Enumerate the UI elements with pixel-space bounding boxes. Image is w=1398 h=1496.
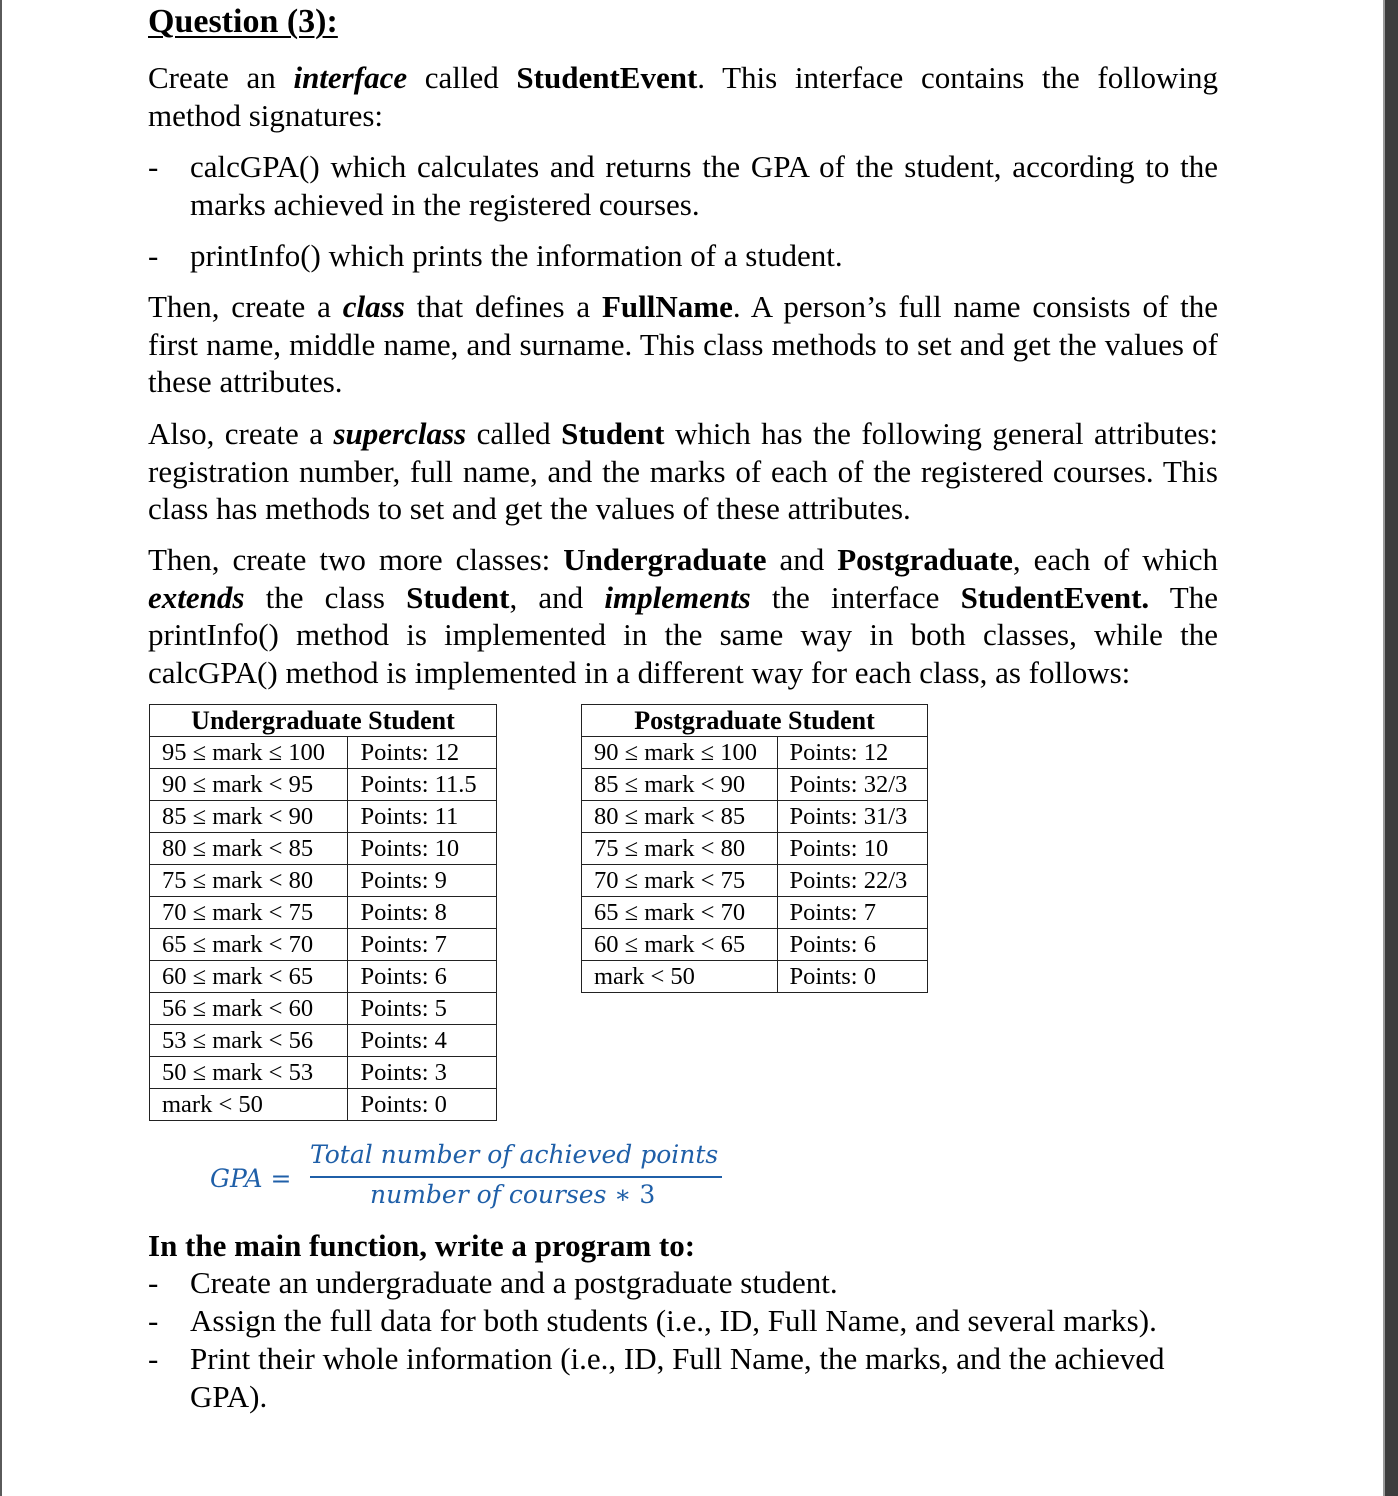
bullet-dash: -: [148, 238, 159, 273]
points-cell: Points: 12: [777, 737, 928, 769]
table-row: [582, 929, 928, 961]
mark-range-cell: 75 ≤ mark < 80: [150, 865, 348, 897]
points-cell: Points: 32/3: [777, 769, 928, 801]
question-heading: Question (3):: [148, 3, 338, 40]
points-cell: Points: 6: [348, 961, 497, 993]
table-row: [150, 961, 497, 993]
mark-range-cell: 90 ≤ mark < 95: [150, 769, 348, 801]
table-row: [582, 769, 928, 801]
paragraph-interface: Create an interface called StudentEvent. This interface contains the following method signatures:: [148, 60, 1218, 133]
bullet-calcgpa: [148, 148, 1218, 223]
main-function-heading: In the main function, write a program to:: [148, 1228, 696, 1263]
points-cell: Points: 8: [348, 897, 497, 929]
points-cell: Points: 31/3: [777, 801, 928, 833]
points-cell: Points: 9: [348, 865, 497, 897]
table-row: [150, 769, 497, 801]
table-row: [150, 1025, 497, 1057]
mark-range-cell: mark < 50: [150, 1089, 348, 1121]
mark-range-cell: 65 ≤ mark < 70: [150, 929, 348, 961]
bullet-create-students: [148, 1264, 1218, 1302]
table-row: [150, 897, 497, 929]
points-cell: Points: 6: [777, 929, 928, 961]
points-cell: Points: 5: [348, 993, 497, 1025]
bullet-printinfo: [148, 237, 1218, 275]
mark-range-cell: mark < 50: [582, 961, 778, 993]
scrollbar-gutter: [1385, 0, 1398, 1496]
postgraduate-table: [581, 704, 928, 993]
points-cell: Points: 11: [348, 801, 497, 833]
mark-range-cell: 56 ≤ mark < 60: [150, 993, 348, 1025]
points-cell: Points: 10: [348, 833, 497, 865]
table-row: [150, 833, 497, 865]
mark-range-cell: 95 ≤ mark ≤ 100: [150, 737, 348, 769]
mark-range-cell: 85 ≤ mark < 90: [150, 801, 348, 833]
table-row: [582, 897, 928, 929]
paragraph-fullname: Then, create a class that defines a FullName. A person’s full name consists of the first name, middle name, and surname. This class methods to set and get the values of these attributes.: [148, 289, 1219, 399]
points-cell: Points: 10: [777, 833, 928, 865]
table-row: [150, 737, 497, 769]
bullet-assign-data: [148, 1302, 1218, 1340]
formula-numerator: Total number of achieved points: [310, 1140, 719, 1169]
bullet-dash: -: [148, 1303, 159, 1338]
mark-range-cell: 65 ≤ mark < 70: [582, 897, 778, 929]
mark-range-cell: 80 ≤ mark < 85: [150, 833, 348, 865]
bullet-text: Create an undergraduate and a postgraduate student.: [190, 1265, 838, 1300]
table-row: [582, 865, 928, 897]
bullet-text: Assign the full data for both students (i.e., ID, Full Name, and several marks).: [190, 1303, 1157, 1338]
bullet-dash: -: [148, 149, 159, 184]
mark-range-cell: 80 ≤ mark < 85: [582, 801, 778, 833]
table-row: [582, 737, 928, 769]
points-cell: Points: 22/3: [777, 865, 928, 897]
bullet-print-info: [148, 1340, 1218, 1415]
table-row: [150, 1089, 497, 1121]
mark-range-cell: 60 ≤ mark < 65: [582, 929, 778, 961]
points-cell: Points: 3: [348, 1057, 497, 1089]
mark-range-cell: 90 ≤ mark ≤ 100: [582, 737, 778, 769]
paragraph-superclass: Also, create a superclass called Student which has the following general attributes: registration number, full name, and the marks of each of the registered courses. This class has methods to set and get the values of these attributes.: [148, 416, 1219, 526]
paragraph-subclasses: Then, create two more classes: Undergraduate and Postgraduate, each of which extends the class Student, and implements the interface StudentEvent. The printInfo() method is implemented in the same way in both classes, while the calcGPA() method is implemented in a different way for each class, as follows:: [148, 542, 1218, 690]
gpa-formula: [210, 1140, 730, 1220]
points-cell: Points: 7: [348, 929, 497, 961]
table-row: [582, 801, 928, 833]
points-cell: Points: 7: [777, 897, 928, 929]
undergraduate-table: [149, 704, 497, 1121]
bullet-text: Print their whole information (i.e., ID, Full Name, the marks, and the achieved GPA).: [190, 1341, 1165, 1414]
formula-denominator: number of courses ∗ 3: [370, 1180, 656, 1209]
table-row: [150, 929, 497, 961]
mark-range-cell: 53 ≤ mark < 56: [150, 1025, 348, 1057]
table-row: [150, 1057, 497, 1089]
points-cell: Points: 0: [348, 1089, 497, 1121]
mark-range-cell: 70 ≤ mark < 75: [150, 897, 348, 929]
bullet-dash: -: [148, 1265, 159, 1300]
page-edge-left: [0, 0, 2, 1496]
bullet-dash: -: [148, 1341, 159, 1376]
table-title: Postgraduate Student: [582, 705, 928, 737]
table-row: [582, 833, 928, 865]
table-row: [582, 961, 928, 993]
fraction-bar: [310, 1176, 722, 1178]
mark-range-cell: 60 ≤ mark < 65: [150, 961, 348, 993]
mark-range-cell: 50 ≤ mark < 53: [150, 1057, 348, 1089]
points-cell: Points: 0: [777, 961, 928, 993]
mark-range-cell: 75 ≤ mark < 80: [582, 833, 778, 865]
mark-range-cell: 70 ≤ mark < 75: [582, 865, 778, 897]
table-row: [150, 801, 497, 833]
table-row: [150, 865, 497, 897]
points-cell: Points: 4: [348, 1025, 497, 1057]
table-row: [150, 993, 497, 1025]
formula-lhs: GPA =: [210, 1164, 292, 1193]
points-cell: Points: 12: [348, 737, 497, 769]
points-cell: Points: 11.5: [348, 769, 497, 801]
bullet-text: printInfo() which prints the information of a student.: [190, 238, 843, 273]
table-title: Undergraduate Student: [150, 705, 497, 737]
mark-range-cell: 85 ≤ mark < 90: [582, 769, 778, 801]
bullet-text: calcGPA() which calculates and returns the GPA of the student, according to the marks achieved in the registered courses.: [190, 149, 1218, 222]
